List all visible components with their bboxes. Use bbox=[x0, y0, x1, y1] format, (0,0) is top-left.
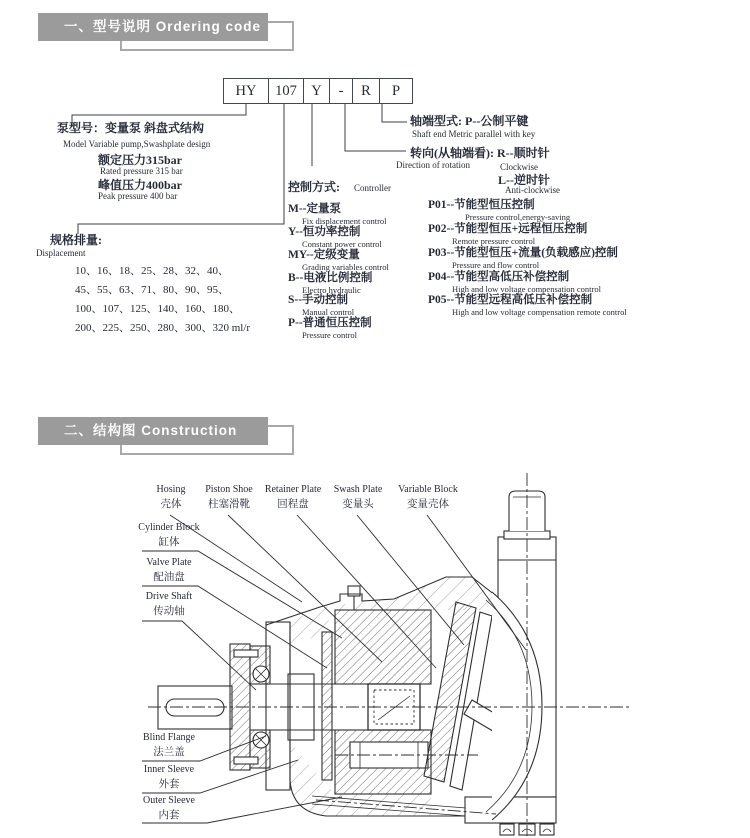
controller-item-p04: P04--节能型高低压补偿控制 High and low voltage compensation control bbox=[428, 271, 601, 294]
controller-title-en: Controller bbox=[354, 183, 391, 193]
rotation-l-zh: L--逆时针 bbox=[498, 173, 550, 187]
model-label-en: Model Variable pump,Swashplate design bbox=[63, 139, 211, 149]
displacement-label-zh: 规格排量: bbox=[50, 233, 102, 247]
rated-pressure-en: Rated pressure 315 bar bbox=[100, 166, 183, 176]
foot-1-arc bbox=[503, 829, 511, 832]
controller-title-zh: 控制方式: bbox=[288, 180, 340, 194]
drive-shaft-body bbox=[158, 686, 232, 729]
foot-3-arc bbox=[543, 829, 551, 832]
foot-1 bbox=[500, 824, 514, 835]
section1-header-en: Ordering code bbox=[155, 19, 262, 34]
peak-pressure-zh: 峰值压力400bar bbox=[98, 178, 183, 192]
label-swash-plate: Swash Plate 变量头 bbox=[333, 484, 383, 510]
label-valve-plate: Valve Plate 配油盘 bbox=[146, 557, 192, 583]
rated-pressure-zh: 额定压力315bar bbox=[98, 153, 183, 167]
label-inner-sleeve: Inner Sleeve 外套 bbox=[143, 764, 195, 790]
section2-header bbox=[38, 417, 268, 445]
displacement-row: 45、55、63、71、80、90、95、 bbox=[75, 284, 229, 296]
controller-item-p03: P03--节能型恒压+流量(负载感应)控制 Pressure and flow control bbox=[428, 247, 618, 270]
code-box-r: R bbox=[353, 78, 380, 104]
label-hosing: Hosing 壳体 bbox=[156, 484, 186, 510]
controller-title bbox=[288, 178, 391, 196]
displacement-row: 10、16、18、25、28、32、40、 bbox=[75, 265, 229, 277]
displacement-values bbox=[75, 262, 250, 338]
code-box-hy: HY bbox=[223, 78, 269, 104]
label-piston-shoe: Piston Shoe 柱塞滑靴 bbox=[205, 484, 253, 510]
section2-header-zh: 二、结构图 bbox=[64, 423, 137, 438]
rotation-anticlockwise: Anti-clockwise bbox=[505, 185, 560, 195]
controller-item-m: M--定量泵 Fix displacement control bbox=[288, 203, 387, 226]
rotation-en: Direction of rotation bbox=[396, 160, 470, 170]
peak-pressure-en: Peak pressure 400 bar bbox=[98, 191, 178, 201]
code-box-y: Y bbox=[304, 78, 330, 104]
bearing-bolt-bottom bbox=[234, 757, 258, 764]
label-variable-block: Variable Block 变量壳体 bbox=[398, 484, 458, 510]
controller-item-my: MY--定级变量 Grading variables control bbox=[288, 249, 389, 272]
section1-header-zh: 一、型号说明 bbox=[64, 19, 151, 34]
bearing-bolt-top bbox=[234, 650, 258, 657]
rotation-zh: 转向(从轴端看): R--顺时针 bbox=[410, 146, 550, 160]
displacement-row: 200、225、250、280、300、320 ml/r bbox=[75, 322, 251, 334]
model-label-zh: 泵型号：变量泵 斜盘式结构 bbox=[57, 121, 205, 135]
label-blind-flange: Blind Flange 法兰盖 bbox=[143, 732, 195, 758]
valve-plate-section bbox=[322, 632, 332, 780]
controller-item-y: Y--恒功率控制 Constant power control bbox=[288, 226, 382, 249]
controller-item-p: P--普通恒压控制 Pressure control bbox=[288, 317, 372, 340]
shaft-end-en: Shaft end Metric parallel with key bbox=[412, 129, 536, 139]
label-drive-shaft: Drive Shaft 传动轴 bbox=[145, 591, 193, 617]
label-outer-sleeve: Outer Sleeve 内套 bbox=[143, 795, 195, 821]
controller-item-p01: P01--节能型恒压控制 Pressure control,energy-saving bbox=[428, 199, 571, 222]
controller-item-s: S--手动控制 Manual control bbox=[288, 294, 355, 317]
displacement-row: 100、107、125、140、160、180、 bbox=[75, 303, 240, 315]
pump-cross-section bbox=[142, 473, 632, 836]
controller-item-p05: P05--节能型远程高低压补偿控制 High and low voltage compensation remote control bbox=[428, 294, 627, 317]
code-box-p: P bbox=[380, 78, 413, 104]
label-cylinder-block: Cylinder Block 缸体 bbox=[138, 522, 200, 548]
section1-header bbox=[38, 13, 268, 41]
controller-item-b: B--电液比例控制 Electro hydraulic bbox=[288, 272, 373, 295]
foot-3 bbox=[540, 824, 554, 835]
code-box-dash: - bbox=[330, 78, 353, 104]
code-box-107: 107 bbox=[269, 78, 304, 104]
controller-item-p02: P02--节能型恒压+远程恒压控制 Remote pressure control bbox=[428, 223, 588, 246]
rotation-clockwise: Clockwise bbox=[500, 162, 538, 172]
section2-header-en: Construction bbox=[141, 423, 238, 438]
shaft-end-zh: 轴端型式: P--公制平键 bbox=[410, 114, 529, 128]
label-retainer-plate: Retainer Plate 回程盘 bbox=[264, 484, 322, 510]
model-code-boxes bbox=[223, 78, 413, 104]
displacement-label-en: Displacement bbox=[36, 248, 86, 258]
